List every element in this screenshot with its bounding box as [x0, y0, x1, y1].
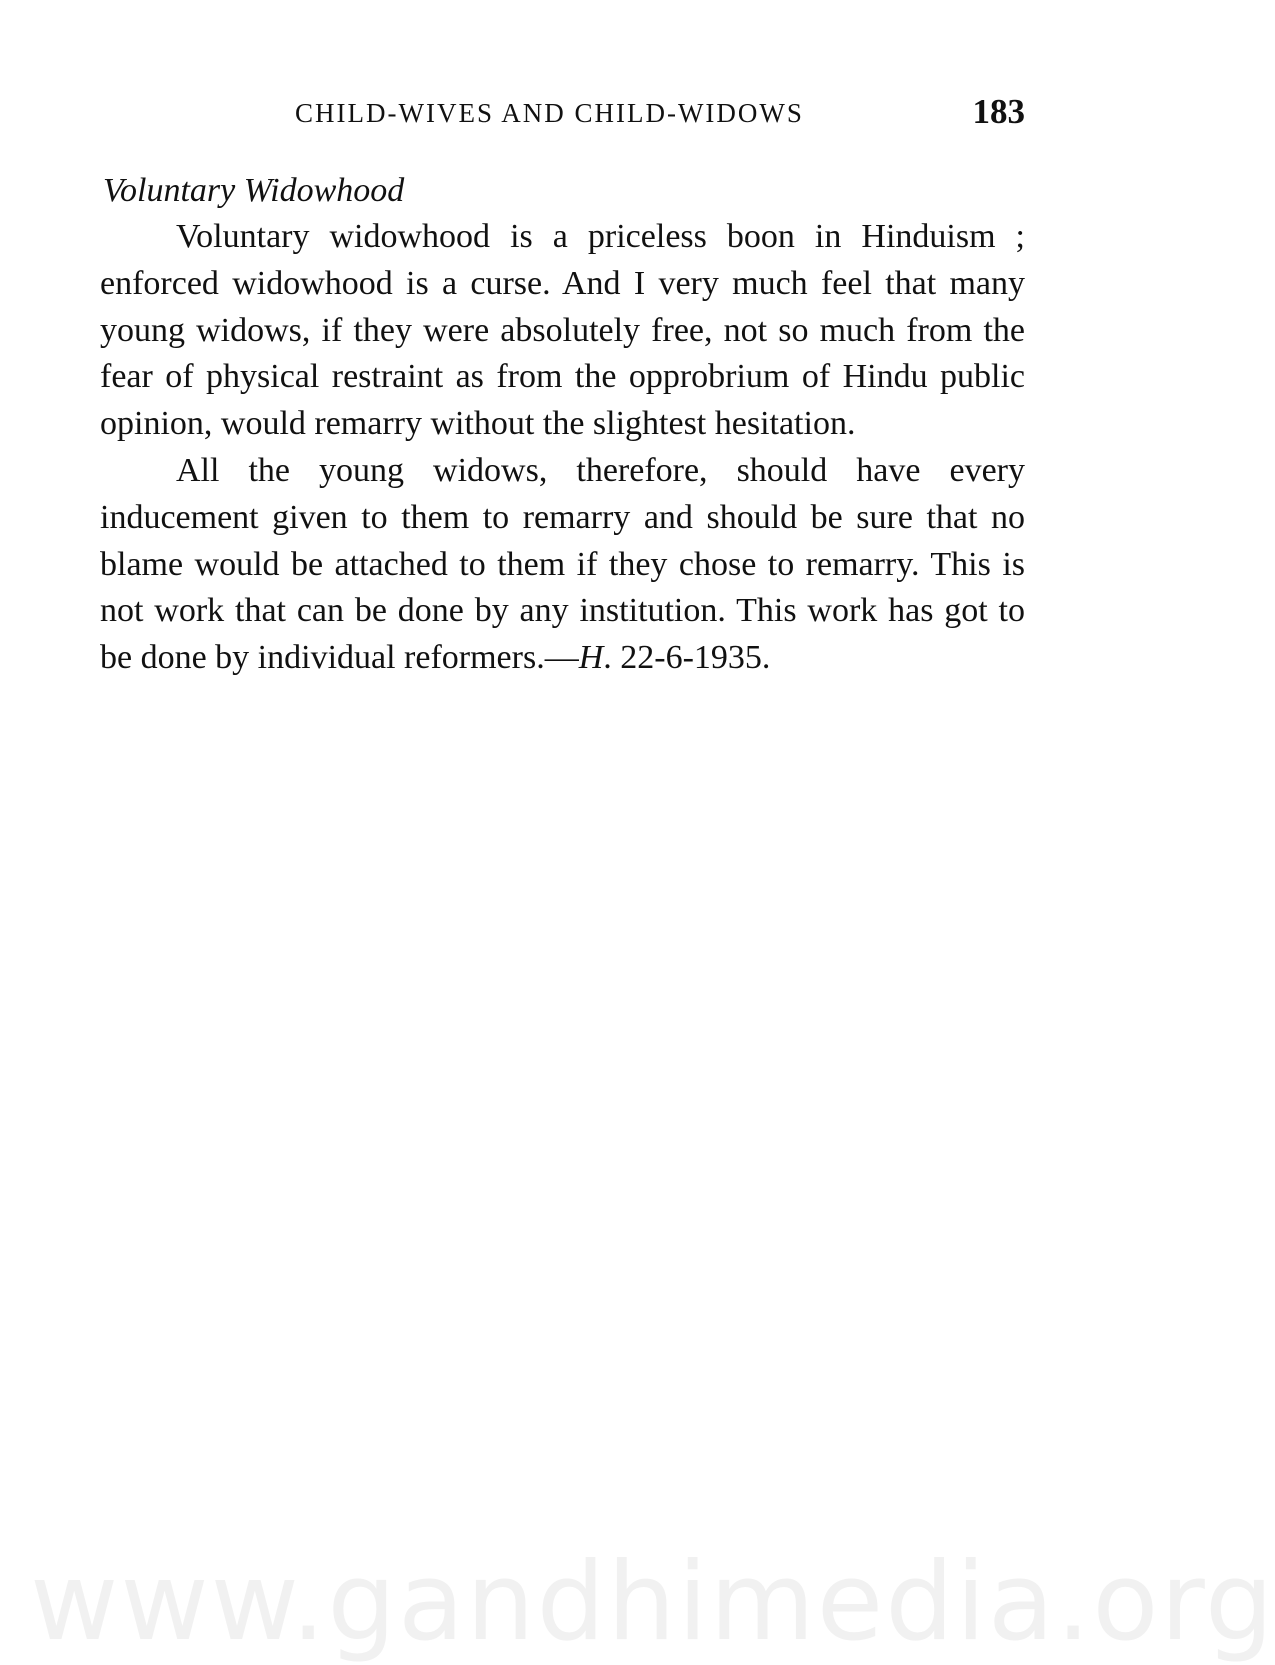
- paragraph-2-text: All the young widows, therefore, should have every inducement given to them to remarry and should be sure that no blame would be attached to them if they chose to remarry. This is not work that can be done by any institution. This work has got to be done by individual reformers.—: [100, 451, 1025, 677]
- section-title: Voluntary Widowhood: [103, 172, 405, 209]
- page-number: 183: [972, 92, 1025, 131]
- watermark: www.gandhimedia.org: [30, 1540, 1275, 1665]
- body-text: [100, 214, 1025, 682]
- citation-date: . 22-6-1935.: [603, 639, 771, 677]
- citation-source: H: [578, 639, 604, 677]
- paragraph-2: [100, 448, 1025, 682]
- running-head: CHILD-WIVES AND CHILD-WIDOWS: [295, 98, 804, 128]
- paragraph-1: Voluntary widowhood is a priceless boon in Hinduism ; enforced widowhood is a curse. And I very much feel that many young widows, if they were absolutely free, not so much from the fear of physical restraint as from the opprobrium of Hindu public opinion, would remarry without the slightest hesitation.: [100, 218, 1025, 443]
